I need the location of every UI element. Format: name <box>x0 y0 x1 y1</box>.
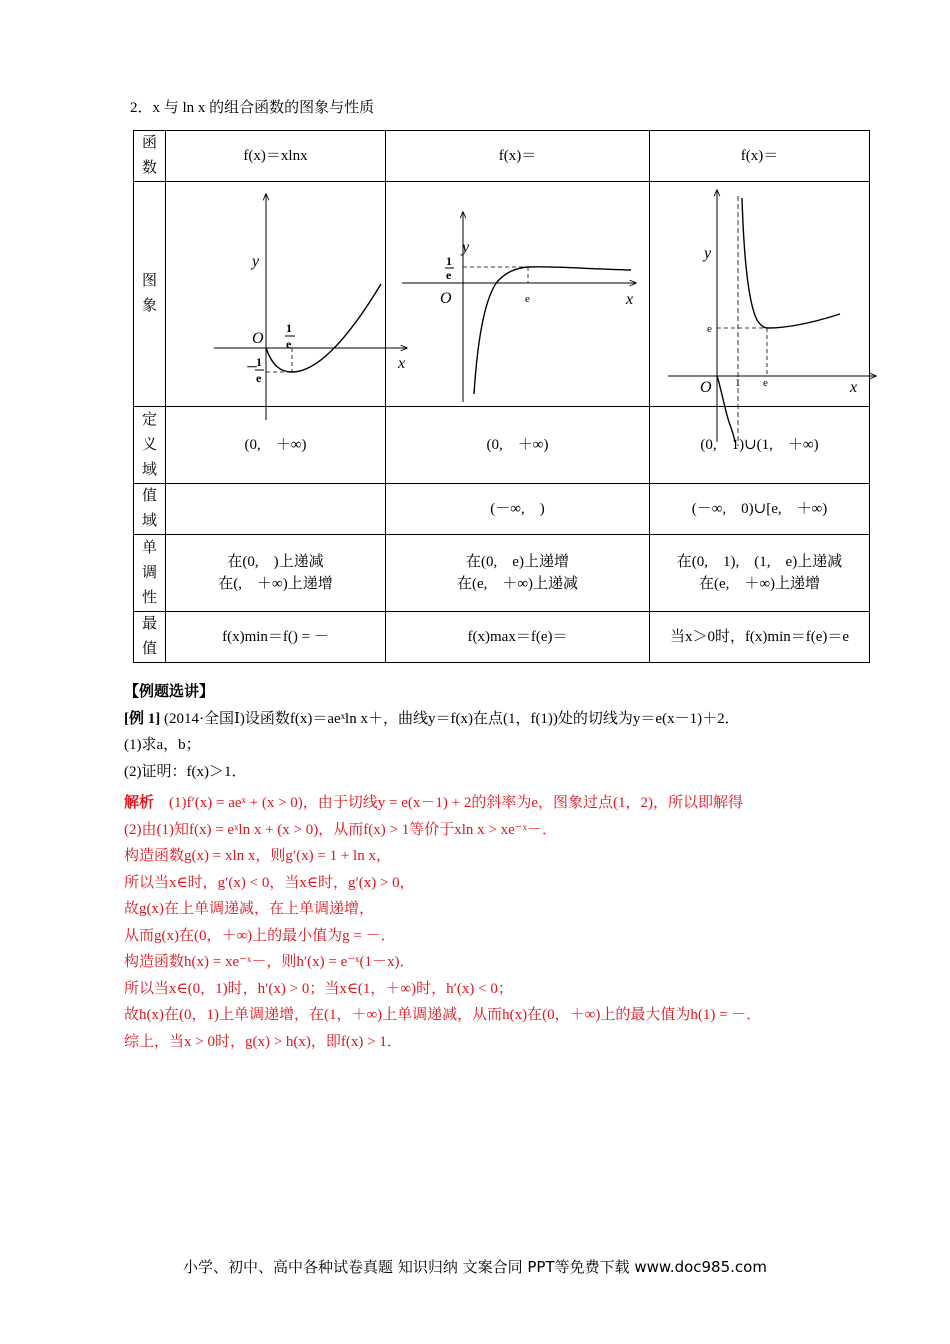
frac-den-left: e <box>256 371 262 385</box>
range-1 <box>166 484 386 535</box>
row-domain <box>134 407 870 484</box>
example-section-title: 【例题选讲】 <box>124 684 215 700</box>
graph-cell-1 <box>166 182 406 407</box>
x-label: x <box>626 291 634 308</box>
row-label-extreme: 最 值 <box>134 612 166 663</box>
question-1: (1)求a，b； <box>124 737 201 753</box>
x-label: x <box>850 379 858 396</box>
domain-2: (0, ＋∞) <box>386 407 650 484</box>
y-label: y <box>462 239 470 256</box>
solution-line-7: 构造函数h(x) = xe⁻ˣ－，则h′(x) = e⁻ˣ(1－x)． <box>124 954 415 970</box>
solution-line-6: 从而g(x)在(0，＋∞)上的最小值为g = －． <box>124 927 396 944</box>
x-label: x <box>398 355 406 372</box>
function-3: f(x)＝ <box>650 131 870 182</box>
solution-line-1: 解析 (1)f′(x) = aeˣ + (x > 0)，由于切线y = e(x－1) + 2的斜率为e，图象过点(1，2)，所以即解得 <box>124 795 744 811</box>
tick-e: e <box>525 293 530 305</box>
row-function <box>134 131 870 182</box>
tick-e-y: e <box>707 323 712 335</box>
minus-sign: － <box>246 360 259 374</box>
mono-1: 在(0, )上递减 在(, ＋∞)上递增 <box>166 535 386 612</box>
section-heading: 2．x 与 ln x 的组合函数的图象与性质 <box>130 100 375 116</box>
solution-line-2: (2)由(1)知f(x) = eˣln x + (x > 0)，从而f(x) > 1等价于xln x > xe⁻ˣ－． <box>124 821 557 838</box>
graph-cell-3 <box>650 182 870 407</box>
tick-e-x: e <box>763 377 768 389</box>
solution-line-4: 所以当x∈时，g′(x) < 0，当x∈时，g′(x) > 0， <box>124 874 415 891</box>
function-properties-table <box>133 130 870 663</box>
solution-line-10: 综上，当x > 0时，g(x) > h(x)，即f(x) > 1． <box>124 1033 402 1050</box>
row-extreme <box>134 612 870 663</box>
tick-1: 1 <box>735 377 741 389</box>
row-monotonicity <box>134 535 870 612</box>
extreme-2: f(x)max＝f(e)＝ <box>386 612 650 663</box>
solution-line-9: 故h(x)在(0，1)上单调递增，在(1，＋∞)上单调递减，从而h(x)在(0，＋∞)上的最大值为h(1) = －． <box>124 1007 762 1023</box>
extreme-3: 当x＞0时，f(x)min＝f(e)＝e <box>650 612 870 663</box>
curve-lnx-over-x <box>474 267 634 394</box>
mono-3: 在(0, 1), (1, e)上递减 在(e, ＋∞)上递增 <box>650 535 870 612</box>
page-footer: 小学、初中、高中各种试卷真题 知识归纳 文案合同 PPT等免费下载 www.doc985.com <box>183 1258 767 1276</box>
row-label-function: 函 数 <box>134 131 166 182</box>
domain-3: (0, 1)∪(1, ＋∞) <box>650 407 870 484</box>
example-stem: [例 1] (2014·全国Ⅰ)设函数f(x)＝aeˣln x＋，曲线y＝f(x)在点(1，f(1))处的切线为y＝e(x－1)＋2． <box>124 710 740 727</box>
frac-den: e <box>446 268 452 282</box>
row-label-graph: 图 象 <box>134 182 166 407</box>
domain-1: (0, ＋∞) <box>166 407 386 484</box>
y-label: y <box>252 253 260 270</box>
example-block <box>124 679 884 785</box>
row-graph <box>134 182 870 407</box>
row-range <box>134 484 870 535</box>
range-3: (－∞, 0)∪[e, ＋∞) <box>650 484 870 535</box>
solution-line-8: 所以当x∈(0，1)时，h′(x) > 0；当x∈(1，＋∞)时，h′(x) < 0； <box>124 980 513 997</box>
graph-xlnx <box>166 182 406 406</box>
mono-2: 在(0, e)上递增 在(e, ＋∞)上递减 <box>386 535 650 612</box>
origin-label: O <box>700 379 712 396</box>
graph-lnx-over-x <box>386 182 650 406</box>
function-2: f(x)＝ <box>386 131 650 182</box>
y-label: y <box>704 245 712 262</box>
row-label-domain: 定 义 域 <box>134 407 166 484</box>
solution-block <box>124 790 884 1055</box>
range-2: (－∞, ) <box>386 484 650 535</box>
origin-label: O <box>440 290 452 307</box>
row-label-range: 值 域 <box>134 484 166 535</box>
frac-den-top: e <box>286 337 292 351</box>
row-label-monotonicity: 单 调 性 <box>134 535 166 612</box>
graph-cell-2 <box>386 182 650 407</box>
solution-line-5: 故g(x)在上单调递减，在上单调递增， <box>124 901 374 917</box>
solution-line-3: 构造函数g(x) = xln x，则g′(x) = 1 + ln x， <box>124 848 391 864</box>
graph-x-over-lnx <box>650 182 870 406</box>
frac-num-left: 1 <box>256 355 262 369</box>
origin-label: O <box>252 330 264 347</box>
question-2: (2)证明：f(x)＞1． <box>124 763 247 780</box>
frac-num: 1 <box>446 254 452 268</box>
extreme-1: f(x)min＝f() = － <box>166 612 386 663</box>
frac-num-top: 1 <box>286 321 292 335</box>
curve-xlnx <box>266 284 381 372</box>
curve-right-branch <box>742 198 840 328</box>
function-1: f(x)＝xlnx <box>166 131 386 182</box>
